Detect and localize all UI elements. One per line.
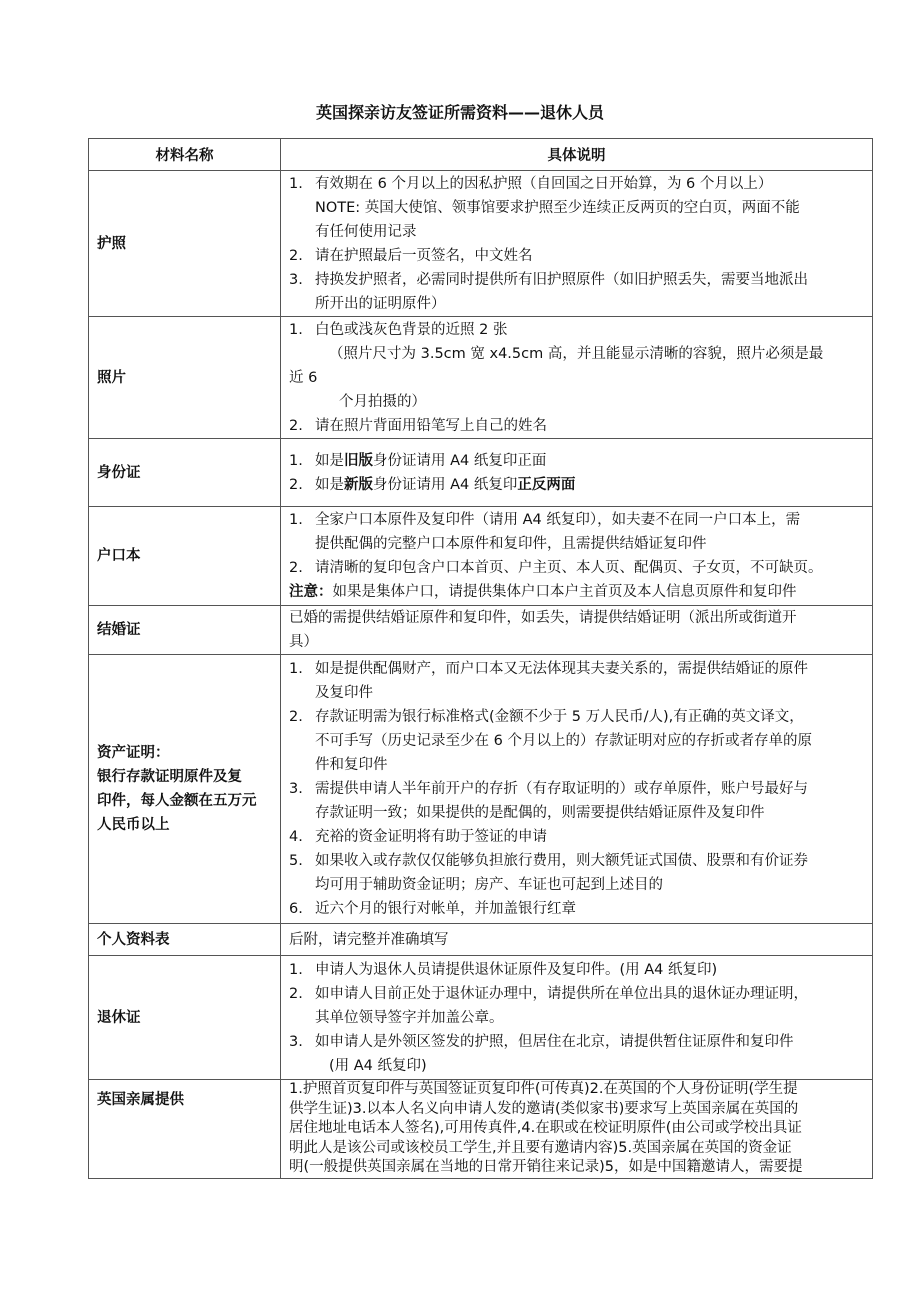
header-material-name: 材料名称	[89, 139, 281, 171]
document-title: 英国探亲访友签证所需资料——退休人员	[315, 103, 604, 122]
description-text: 充裕的资金证明将有助于签证的申请	[315, 829, 547, 845]
material-name-line: 资产证明：	[97, 745, 170, 761]
description-line	[289, 1030, 864, 1054]
table-row	[89, 956, 873, 1080]
description-text: 及复印件	[315, 685, 373, 701]
description-text: NOTE: 英国大使馆、领事馆要求护照至少连续正反两页的空白页，两面不能	[315, 199, 800, 216]
item-number: 5.	[289, 853, 303, 869]
description-line	[289, 532, 864, 556]
item-number: 2.	[289, 985, 303, 1002]
description-line	[289, 1158, 864, 1178]
item-number: 1.	[289, 175, 303, 192]
description-cell	[281, 317, 873, 439]
description-text: 不可手写（历史记录至少在 6 个月以上的）存款证明对应的存折或者存单的原	[315, 733, 812, 749]
description-text: 1.护照首页复印件与英国签证页复印件(可传真)2.在英国的个人身份证明(学生提	[289, 1081, 798, 1097]
description-line	[289, 366, 864, 390]
description-line	[289, 292, 864, 316]
description-text: 持换发护照者，必需同时提供所有旧护照原件（如旧护照丢失，需要当地派出	[315, 271, 808, 288]
description-line	[289, 268, 864, 292]
table-row	[89, 507, 873, 606]
description-line	[289, 414, 864, 438]
header-description: 具体说明	[281, 139, 873, 171]
item-number: 6.	[289, 901, 303, 917]
description-text: 请清晰的复印包含户口本首页、户主页、本人页、配偶页、子女页，不可缺页。	[315, 560, 823, 576]
description-line	[289, 729, 864, 753]
description-line	[289, 753, 864, 777]
description-line	[289, 1139, 864, 1159]
material-name-cell	[89, 171, 281, 317]
material-name-cell	[89, 1080, 281, 1179]
item-number: 2.	[289, 247, 303, 264]
item-number: 2.	[289, 417, 303, 434]
description-line	[289, 801, 864, 825]
emphasis-text: 旧版	[344, 452, 373, 469]
item-number: 1.	[289, 961, 303, 978]
material-name-cell	[89, 924, 281, 956]
material-name-cell	[89, 507, 281, 606]
description-line	[289, 958, 864, 982]
description-text: 身份证请用 A4 纸复印正面	[373, 452, 547, 469]
material-name-line: 结婚证	[97, 622, 141, 638]
description-line	[289, 390, 864, 414]
description-cell	[281, 956, 873, 1080]
description-text: 需提供申请人半年前开户的存折（有存取证明的）或存单原件，账户号最好与	[315, 781, 808, 797]
description-line	[289, 342, 864, 366]
description-text: 存款证明需为银行标准格式(金额不少于 5 万人民币/人),有正确的英文译文，	[315, 709, 804, 725]
item-number: 3.	[289, 271, 303, 288]
material-name-line: 印件，每人金额在五万元	[97, 793, 257, 809]
description-text: 明此人是该公司或该校员工学生,并且要有邀请内容)5.英国亲属在英国的资金证	[289, 1139, 792, 1156]
table-row	[89, 171, 873, 317]
description-line	[289, 556, 864, 580]
description-text: 如申请人目前正处于退休证办理中，请提供所在单位出具的退休证办理证明，	[315, 985, 808, 1002]
description-line	[289, 705, 864, 729]
material-name-cell	[89, 956, 281, 1080]
item-number: 3.	[289, 1033, 303, 1050]
emphasis-text: 正反两面	[517, 476, 576, 493]
description-line	[289, 1100, 864, 1120]
description-text: 请在护照最后一页签名，中文姓名	[315, 247, 533, 264]
description-line	[289, 1006, 864, 1030]
material-name-line: 户口本	[97, 548, 141, 564]
material-name-cell	[89, 606, 281, 655]
description-line	[289, 873, 864, 897]
description-text: 供学生证)3.以本人名义向申请人发的邀请(类似家书)要求写上英国亲属在英国的	[289, 1100, 799, 1117]
table-row	[89, 606, 873, 655]
description-line	[289, 1080, 864, 1100]
description-text: 请在照片背面用铅笔写上自己的姓名	[315, 417, 547, 434]
material-name-line: 个人资料表	[97, 931, 170, 948]
item-number: 2.	[289, 709, 303, 725]
description-text: 件和复印件	[315, 757, 388, 773]
description-line	[289, 982, 864, 1006]
description-cell	[281, 439, 873, 507]
description-line	[289, 1119, 864, 1139]
description-text: 后附，请完整并准确填写	[289, 931, 449, 948]
description-cell	[281, 171, 873, 317]
description-cell	[281, 507, 873, 606]
description-text: 存款证明一致；如果提供的是配偶的，则需要提供结婚证原件及复印件	[315, 805, 765, 821]
table-row	[89, 439, 873, 507]
material-name-line: 人民币以上	[97, 817, 170, 833]
description-cell	[281, 924, 873, 956]
table-row	[89, 655, 873, 924]
description-text: 如是	[315, 452, 344, 469]
description-cell	[281, 606, 873, 655]
description-line	[289, 897, 864, 921]
description-text: 所开出的证明原件）	[315, 295, 446, 312]
description-text: （照片尺寸为 3.5cm 宽 x4.5cm 高，并且能显示清晰的容貌，照片必须是最	[329, 345, 824, 362]
item-number: 1.	[289, 321, 303, 338]
material-name-cell	[89, 655, 281, 924]
description-line	[289, 449, 864, 473]
material-name-line: 银行存款证明原件及复	[97, 769, 242, 785]
material-name-line: 退休证	[97, 1009, 141, 1026]
description-text: 如是提供配偶财产，而户口本又无法体现其夫妻关系的，需提供结婚证的原件	[315, 661, 808, 677]
material-name-cell	[89, 317, 281, 439]
description-line	[289, 220, 864, 244]
table-row	[89, 1080, 873, 1179]
item-number: 2.	[289, 560, 303, 576]
description-text: 均可用于辅助资金证明；房产、车证也可起到上述目的	[315, 877, 663, 893]
item-number: 1.	[289, 512, 303, 528]
description-text: 已婚的需提供结婚证原件和复印件，如丢失，请提供结婚证明（派出所或街道开	[289, 610, 797, 626]
description-text: 申请人为退休人员请提供退休证原件及复印件。(用 A4 纸复印)	[315, 961, 718, 978]
description-line	[289, 196, 864, 220]
materials-table	[88, 138, 873, 1179]
description-text: 提供配偶的完整户口本原件和复印件，且需提供结婚证复印件	[315, 536, 707, 552]
description-text: 近六个月的银行对帐单，并加盖银行红章	[315, 901, 576, 917]
material-name-line: 护照	[97, 235, 126, 252]
material-name-line: 身份证	[97, 464, 141, 481]
description-text: 如是	[315, 476, 344, 493]
description-text: 白色或浅灰色背景的近照 2 张	[315, 321, 508, 338]
description-cell	[281, 655, 873, 924]
material-name-line: 英国亲属提供	[97, 1092, 184, 1108]
description-text: 近 6	[289, 369, 318, 386]
description-line	[289, 681, 864, 705]
description-line	[289, 849, 864, 873]
description-line	[289, 580, 864, 604]
description-cell	[281, 1080, 873, 1179]
description-text: 居住地址电话本人签名),可用传真件,4.在职或在校证明原件(由公司或学校出具证	[289, 1120, 802, 1137]
description-line	[289, 1054, 864, 1078]
description-line	[289, 928, 864, 952]
description-text: (用 A4 纸复印)	[329, 1057, 427, 1074]
emphasis-text: 新版	[344, 476, 373, 493]
description-line	[289, 777, 864, 801]
description-text: 如申请人是外领区签发的护照，但居住在北京，请提供暂住证原件和复印件	[315, 1033, 794, 1050]
table-header-row	[89, 139, 873, 171]
material-name-cell	[89, 439, 281, 507]
description-text: 如果收入或存款仅仅能够负担旅行费用，则大额凭证式国债、股票和有价证券	[315, 853, 808, 869]
description-text: 个月拍摄的）	[339, 393, 426, 410]
description-text: 有任何使用记录	[315, 223, 417, 240]
material-name-line: 照片	[97, 369, 126, 386]
description-line	[289, 825, 864, 849]
description-line	[289, 508, 864, 532]
description-text: 明(一般提供英国亲属在当地的日常开销往来记录)5，如是中国籍邀请人，需要提	[289, 1159, 803, 1176]
description-text: 如果是集体户口，请提供集体户口本户主首页及本人信息页原件和复印件	[332, 584, 797, 600]
description-line	[289, 318, 864, 342]
table-row	[89, 924, 873, 956]
item-number: 4.	[289, 829, 303, 845]
description-text: 全家户口本原件及复印件（请用 A4 纸复印），如夫妻不在同一户口本上，需	[315, 512, 801, 528]
description-text: 具）	[289, 634, 318, 650]
item-number: 1.	[289, 661, 303, 677]
description-line	[289, 172, 864, 196]
emphasis-text: 注意：	[289, 584, 333, 600]
description-text: 身份证请用 A4 纸复印	[373, 476, 518, 493]
table-row	[89, 317, 873, 439]
description-line	[289, 244, 864, 268]
description-line	[289, 606, 864, 630]
item-number: 2.	[289, 476, 303, 493]
description-line	[289, 630, 864, 654]
description-text: 有效期在 6 个月以上的因私护照（自回国之日开始算，为 6 个月以上）	[315, 175, 773, 192]
description-line	[289, 473, 864, 497]
description-text: 其单位领导签字并加盖公章。	[315, 1009, 504, 1026]
item-number: 3.	[289, 781, 303, 797]
description-line	[289, 657, 864, 681]
item-number: 1.	[289, 452, 303, 469]
